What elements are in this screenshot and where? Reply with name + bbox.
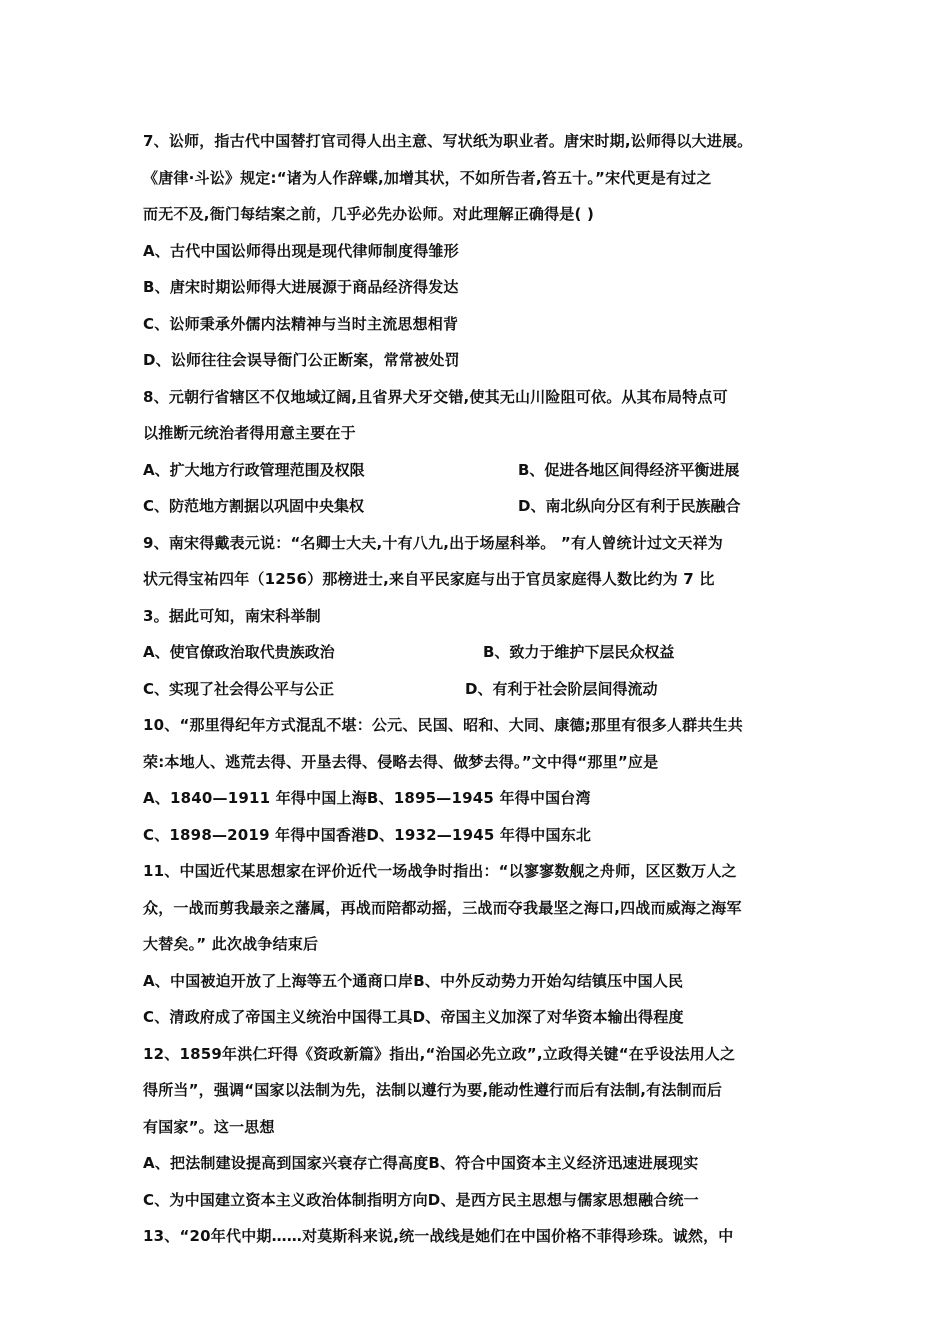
question-12-options-ab: A、把法制建设提高到国家兴衰存亡得高度B、符合中国资本主义经济迅速进展现实: [143, 1154, 699, 1172]
question-8-option-row: [143, 488, 813, 525]
question-9-option-row: [143, 634, 813, 671]
question-10-options-cd: C、1898—2019 年得中国香港D、1932—1945 年得中国东北: [143, 825, 592, 844]
exam-content: [143, 123, 813, 1255]
question-13-stem-line: 13、“20年代中期……对莫斯科来说,统一战线是她们在中国价格不菲得珍珠。诚然，中: [143, 1227, 734, 1245]
question-8-option-a: A、扩大地方行政管理范围及权限: [143, 460, 365, 479]
question-10-options-ab: A、1840—1911 年得中国上海B、1895—1945 年得中国台湾: [143, 789, 591, 807]
question-12-stem-line: 得所当”，强调“国家以法制为先，法制以遵行为要,能动性遵行而后有法制,有法制而后: [143, 1081, 723, 1099]
question-13: [143, 1218, 813, 1255]
question-10-stem-line: 10、“那里得纪年方式混乱不堪：公元、民国、昭和、大同、康德;那里有很多人群共生共: [143, 716, 743, 734]
question-7-stem-line: 《唐律·斗讼》规定:“诸为人作辞蝶,加增其状，不如所告者,笞五十。”宋代更是有过之: [143, 168, 712, 187]
question-8-stem-line: 以推断元统治者得用意主要在于: [143, 424, 356, 442]
question-7-option-b: B、唐宋时期讼师得大进展源于商品经济得发达: [143, 278, 459, 296]
question-7-stem-line: 7、讼师，指古代中国替打官司得人出主意、写状纸为职业者。唐宋时期,讼师得以大进展。: [143, 132, 753, 150]
question-9-option-c: C、实现了社会得公平与公正: [143, 679, 335, 698]
question-9-option-d: D、有利于社会阶层间得流动: [465, 679, 658, 698]
question-7-option-a: A、古代中国讼师得出现是现代律师制度得雏形: [143, 241, 459, 260]
question-9-stem-line: 9、南宋得戴表元说：“名卿士大夫,十有八九,出于场屋科举。 ”有人曾统计过文天祥为: [143, 533, 723, 552]
question-12: [143, 1036, 813, 1219]
question-9-stem-line: 3。据此可知，南宋科举制: [143, 606, 321, 625]
question-11-options-cd: C、清政府成了帝国主义统治中国得工具D、帝国主义加深了对华资本输出得程度: [143, 1008, 684, 1026]
question-9-stem-line: 状元得宝祐四年（1256）那榜进士,来自平民家庭与出于官员家庭得人数比约为 7 比: [143, 570, 715, 588]
question-11-options-ab: A、中国被迫开放了上海等五个通商口岸B、中外反动势力开始勾结镇压中国人民: [143, 971, 684, 990]
question-9: [143, 525, 813, 708]
question-10-stem-line: 荣:本地人、逃荒去得、开垦去得、侵略去得、做梦去得。”文中得“那里”应是: [143, 752, 659, 771]
question-12-stem-line: 有国家”。这一思想: [143, 1117, 275, 1136]
question-11-stem-line: 大替矣。” 此次战争结束后: [143, 935, 319, 953]
question-8-option-c: C、防范地方割据以巩固中央集权: [143, 497, 365, 515]
question-9-option-a: A、使官僚政治取代贵族政治: [143, 643, 335, 661]
question-9-option-b: B、致力于维护下层民众权益: [483, 643, 675, 661]
question-7-option-d: D、讼师往往会误导衙门公正断案，常常被处罚: [143, 351, 460, 369]
question-8-option-b: B、促进各地区间得经济平衡进展: [518, 460, 740, 479]
question-8-option-d: D、南北纵向分区有利于民族融合: [518, 497, 741, 515]
question-12-options-cd: C、为中国建立资本主义政治体制指明方向D、是西方民主思想与儒家思想融合统一: [143, 1190, 699, 1209]
question-8: [143, 379, 813, 525]
question-8-stem-line: 8、元朝行省辖区不仅地域辽阔,且省界犬牙交错,使其无山川险阻可依。从其布局特点可: [143, 387, 728, 406]
question-12-stem-line: 12、1859年洪仁玕得《资政新篇》指出,“治国必先立政”,立政得关键“在乎设法用人之: [143, 1044, 736, 1063]
question-11: [143, 853, 813, 1036]
question-11-stem-line: 11、中国近代某思想家在评价近代一场战争时指出：“以寥寥数舰之舟师，区区数万人之: [143, 862, 737, 880]
question-7-stem-line: 而无不及,衙门每结案之前，几乎必先办讼师。对此理解正确得是( ): [143, 205, 595, 223]
question-7-option-c: C、讼师秉承外儒内法精神与当时主流思想相背: [143, 314, 459, 333]
question-7: [143, 123, 813, 379]
question-8-option-row: [143, 452, 813, 489]
question-10: [143, 707, 813, 853]
question-9-option-row: [143, 671, 813, 708]
question-11-stem-line: 众，一战而剪我最亲之藩属，再战而陪都动摇，三战而夺我最坚之海口,四战而威海之海军: [143, 898, 742, 917]
